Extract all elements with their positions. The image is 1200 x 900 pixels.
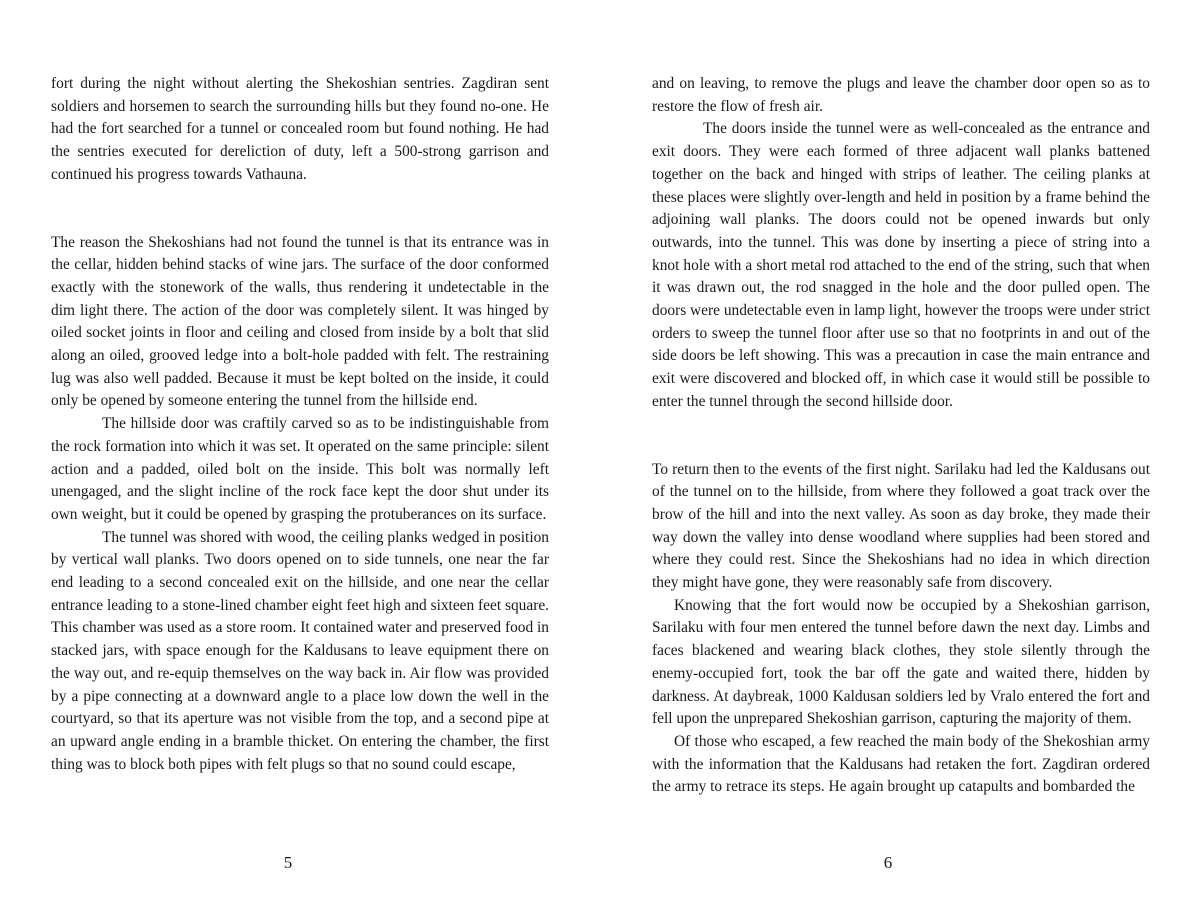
paragraph: Knowing that the fort would now be occupied by a Shekoshian garrison, Sarilaku with four men entered the tunnel before dawn the next day. Limbs and faces blackened and wearing black clothes, they stole silently through the enemy-occupied fort, took the bar off the gate and waited there, hidden by darkness. At daybreak, 1000 Kaldusan soldiers led by Vralo entered the fort and fell upon the unprepared Shekoshian garrison, capturing the majority of them.	[652, 596, 1150, 728]
page-number: 6	[883, 853, 893, 872]
page-number: 5	[283, 853, 293, 872]
paragraph: To return then to the events of the first night. Sarilaku had led the Kaldusans out of the tunnel on to the hillside, from where they followed a goat track over the brow of the hill and into the next valley. As soon as day broke, they made their way down the valley into dense woodland where supplies had been stored and where they could rest. Since the Shekoshians had no idea in which direction they might have gone, they were reasonably safe from discovery.	[652, 460, 1150, 592]
paragraph: The reason the Shekoshians had not found the tunnel is that its entrance was in the cellar, hidden behind stacks of wine jars. The surface of the door conformed exactly with the stonework of the walls, thus rendering it undetectable in the dim light there. The action of the door was completely silent. It was hinged by oiled socket joints in floor and ceiling and closed from inside by a bolt that slid along an oiled, grooved ledge into a bolt-hole padded with felt. The restraining lug was also well padded. Because it must be kept bolted on the inside, it could only be opened by someone entering the tunnel from the hillside end.	[51, 233, 549, 410]
paragraph: Of those who escaped, a few reached the main body of the Shekoshian army with the information that the Kaldusans had retaken the fort. Zagdiran ordered the army to retrace its steps. He again brought up catapults and bombarded the	[652, 732, 1150, 796]
paragraph: The tunnel was shored with wood, the ceiling planks wedged in position by vertical wall planks. Two doors opened on to side tunnels, one near the far end leading to a second concealed exit on the hillside, and one near the cellar entrance leading to a stone-lined chamber eight feet high and sixteen feet square. This chamber was used as a store room. It contained water and preserved food in stacked jars, with space enough for the Kaldusans to leave equipment there on the way out, and re-equip themselves on the way back in. Air flow was provided by a pipe connecting at a downward angle to a place low down the well in the courtyard, so that its aperture was not visible from the top, and a second pipe at an upward angle ending in a bramble thicket. On entering the chamber, the first thing was to block both pipes with felt plugs so that no sound could escape,	[51, 528, 549, 773]
paragraph: and on leaving, to remove the plugs and leave the chamber door open so as to restore the flow of fresh air.	[652, 75, 1150, 115]
left-page	[51, 73, 549, 776]
paragraph: The doors inside the tunnel were as well-concealed as the entrance and exit doors. They were each formed of three adjacent wall planks battened together on the back and hinged with strips of leather. The ceiling planks at these places were slightly over-length and held in position by a frame behind the adjoining wall planks. The doors could not be opened inwards but only outwards, into the tunnel. This was done by inserting a piece of string into a knot hole with a short metal rod attached to the end of the string, such that when it was drawn out, the rod snagged in the hole and the door pulled open. The doors were undetectable even in lamp light, however the troops were under strict orders to sweep the tunnel floor after use so that no footprints in and out of the side doors be left showing. This was a precaution in case the main entrance and exit were discovered and blocked off, in which case it would still be possible to enter the tunnel through the second hillside door.	[652, 120, 1150, 410]
paragraph: The hillside door was craftily carved so as to be indistinguishable from the rock formation into which it was set. It operated on the same principle: silent action and a padded, oiled bolt on the inside. This bolt was normally left unengaged, and the slight incline of the rock face kept the door shut under its own weight, but it could be opened by grasping the protuberances on its surface.	[51, 415, 549, 523]
right-page	[652, 73, 1150, 799]
paragraph: fort during the night without alerting the Shekoshian sentries. Zagdiran sent soldiers and horsemen to search the surrounding hills but they found no-one. He had the fort searched for a tunnel or concealed room but found nothing. He had the sentries executed for dereliction of duty, left a 500-strong garrison and continued his progress towards Vathauna.	[51, 75, 549, 183]
